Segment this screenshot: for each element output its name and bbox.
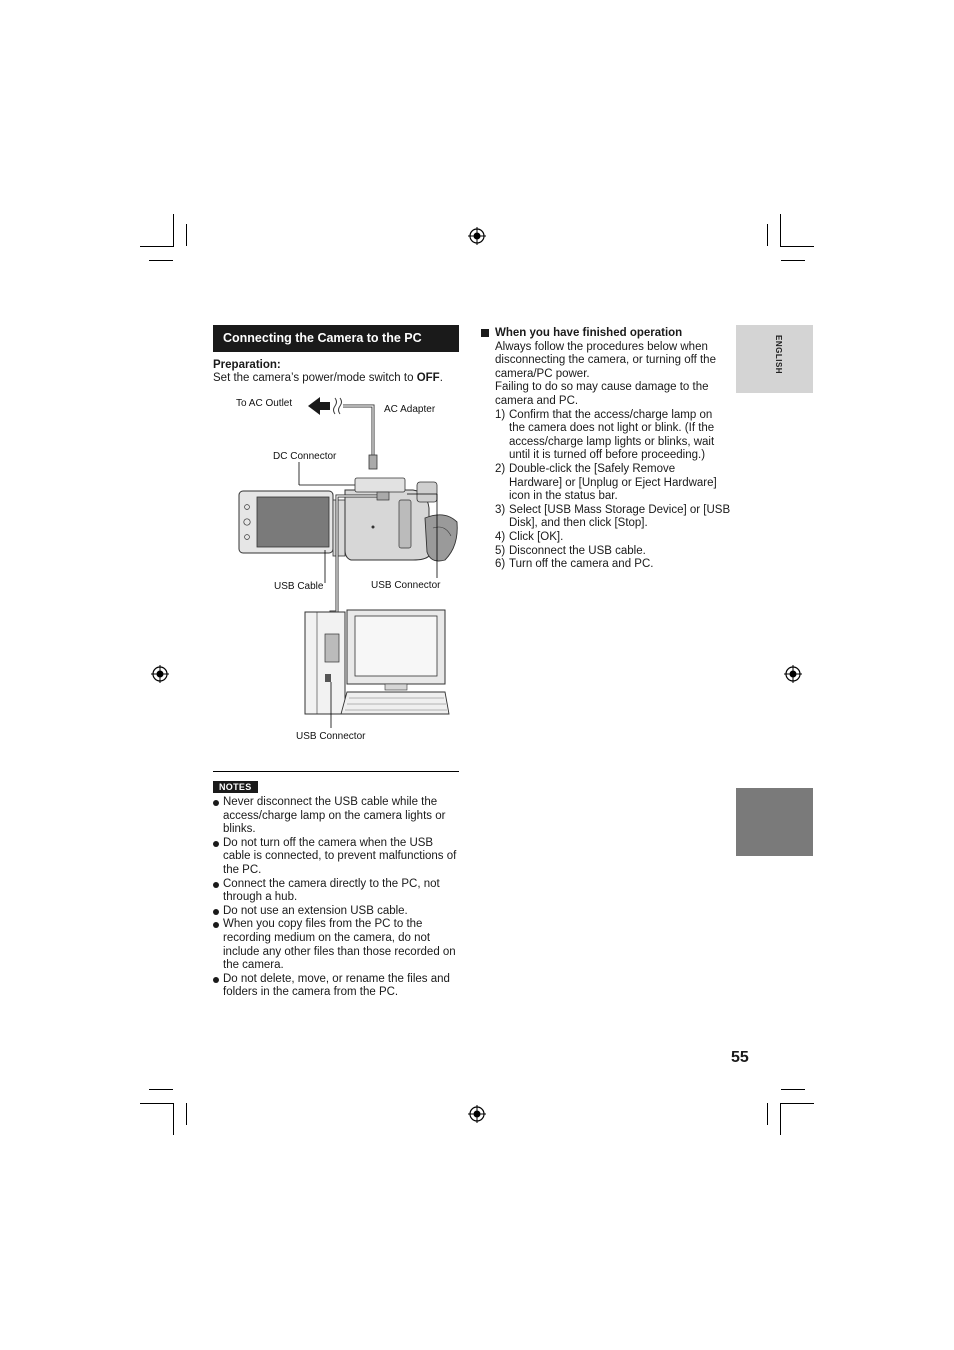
section-title: Connecting the Camera to the PC [213, 325, 459, 352]
label-ac-adapter: AC Adapter [384, 404, 436, 415]
notes-divider [213, 771, 459, 772]
finished-warning: Failing to do so may cause damage to the camera and PC. [495, 381, 709, 407]
square-bullet-icon [481, 329, 489, 337]
note-item: Do not use an extension USB cable. [213, 905, 463, 919]
note-item: Do not turn off the camera when the USB cable is connected, to prevent malfunctions of the PC. [213, 837, 463, 878]
finished-steps [481, 409, 731, 572]
note-item: Connect the camera directly to the PC, not through a hub. [213, 878, 463, 905]
label-to-ac-outlet: To AC Outlet [236, 398, 293, 409]
step-item: 6) Turn off the camera and PC. [495, 558, 654, 571]
preparation-text: Set the camera’s power/mode switch to OFF. [213, 372, 443, 384]
connection-illustration [213, 390, 463, 750]
step-item: 5) Disconnect the USB cable. [495, 544, 646, 557]
step-item: 2) Double-click the [Safely Remove Hardware] or [Unplug or Eject Hardware] icon in the status bar. [495, 462, 717, 503]
registration-mark-top [468, 227, 486, 245]
computer-icon [305, 610, 449, 714]
step-item: 1) Confirm that the access/charge lamp on the camera does not light or blink. (If the access/charge lamp lights or blinks, wait until it is turned off before proceeding.) [495, 408, 715, 462]
preparation-label: Preparation: [213, 359, 281, 371]
registration-mark-right [784, 665, 802, 683]
step-item: 4) Click [OK]. [495, 530, 564, 543]
arrow-left-icon [308, 397, 330, 415]
language-tab [736, 325, 813, 393]
camera-icon [239, 478, 457, 561]
finished-intro: Always follow the procedures below when disconnecting the camera, or turning off the camera/PC power. [495, 340, 716, 380]
registration-mark-bottom [468, 1105, 486, 1123]
finished-heading: When you have finished operation [481, 327, 731, 341]
label-usb-connector-pc: USB Connector [296, 731, 366, 742]
label-dc-connector: DC Connector [273, 451, 337, 462]
note-item: Never disconnect the USB cable while the access/charge lamp on the camera lights or blinks. [213, 796, 463, 837]
notes-list [213, 796, 463, 1000]
notes-badge: NOTES [213, 781, 258, 793]
language-tab-label: ENGLISH [774, 335, 783, 375]
note-item: When you copy files from the PC to the recording medium on the camera, do not include any other files than those recorded on the camera. [213, 918, 463, 972]
chapter-tab [736, 788, 813, 856]
step-item: 3) Select [USB Mass Storage Device] or [USB Disk], and then click [Stop]. [495, 503, 731, 530]
label-usb-connector-camera: USB Connector [371, 580, 441, 591]
finished-operation-section [481, 327, 731, 572]
page-number: 55 [731, 1049, 749, 1066]
registration-mark-left [151, 665, 169, 683]
label-usb-cable: USB Cable [274, 581, 324, 592]
note-item: Do not delete, move, or rename the files and folders in the camera from the PC. [213, 973, 463, 1000]
